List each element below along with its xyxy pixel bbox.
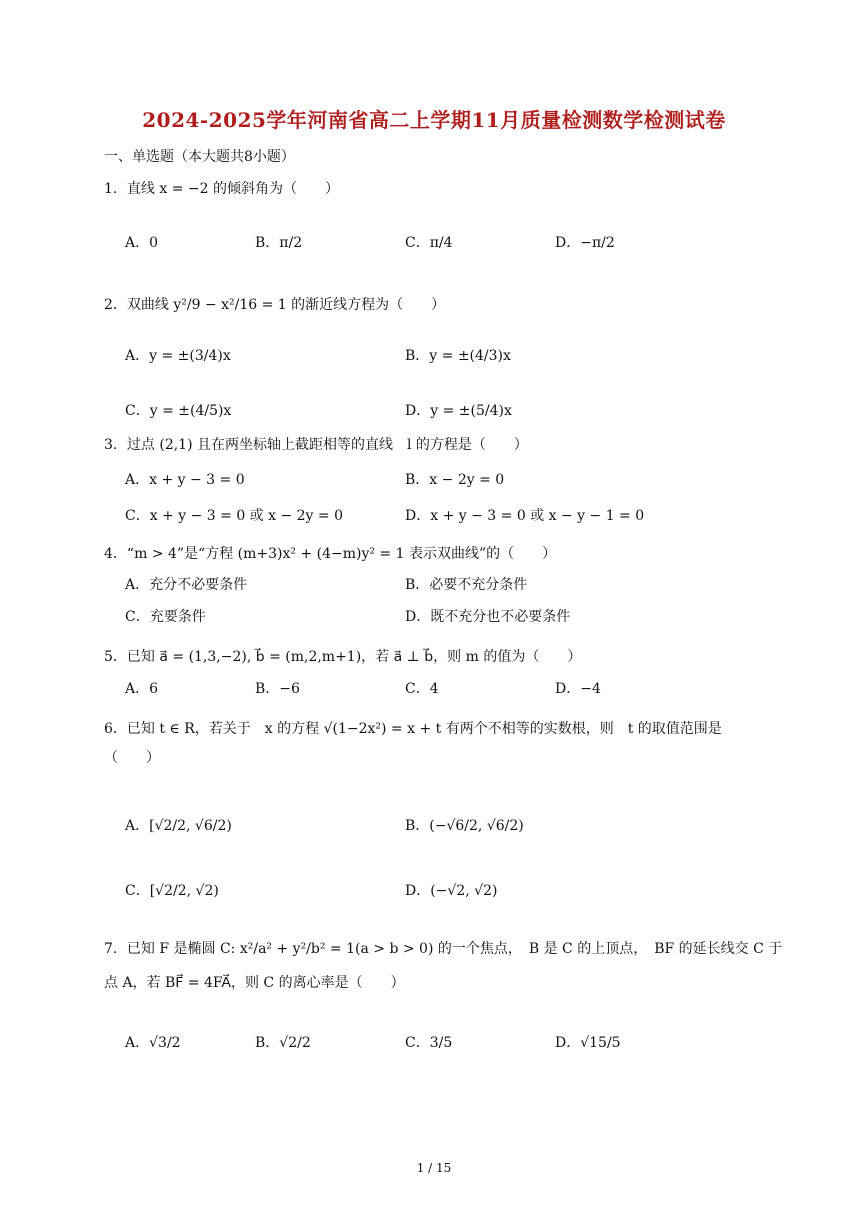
question-1-option-a: A．0 [125,235,159,251]
question-3-option-c: C．x + y − 3 = 0 或 x − 2y = 0 [125,508,344,524]
question-7-option-c: C．3/5 [405,1035,453,1051]
question-4-option-a: A．充分不必要条件 [125,577,248,593]
question-2-option-c: C．y = ±(4/5)x [125,403,232,419]
question-3-option-d: D．x + y − 3 = 0 或 x − y − 1 = 0 [405,508,645,524]
question-6-option-b: B．(−√6/2, √6/2) [405,818,524,834]
question-4-option-b: B．必要不充分条件 [405,577,528,593]
question-3-option-b: B．x − 2y = 0 [405,472,505,488]
question-5-option-d: D．−4 [555,681,601,697]
question-2-option-d: D．y = ±(5/4)x [405,403,512,419]
page-number: 1 / 15 [416,1161,452,1175]
question-6-option-d: D．(−√2, √2) [405,883,498,899]
question-5-option-b: B．−6 [255,681,300,697]
question-5-option-a: A．6 [125,681,159,697]
question-1-option-c: C．π/4 [405,235,453,251]
question-2-stem: 2．双曲线 y²/9 − x²/16 = 1 的渐近线方程为（ ） [104,297,446,313]
question-7-stem-continued: 点 A，若 BF⃗ = 4FA⃗，则 C 的离心率是（ ） [104,975,405,991]
question-5-option-c: C．4 [405,681,439,697]
question-4-option-c: C．充要条件 [125,609,206,625]
exam-title: 2024-2025学年河南省高二上学期11月质量检测数学检测试卷 [142,108,726,132]
question-4-stem: 4．“m > 4”是“方程 (m+3)x² + (4−m)y² = 1 表示双曲线”的（ ） [104,546,557,562]
question-2-option-a: A．y = ±(3/4)x [125,348,231,364]
question-6-stem-continued: （ ） [104,750,160,766]
question-1-stem: 1．直线 x = −2 的倾斜角为（ ） [104,181,339,197]
question-1-option-b: B．π/2 [255,235,303,251]
question-4-option-d: D．既不充分也不必要条件 [405,609,571,625]
question-5-stem: 5．已知 a⃗ = (1,3,−2), b⃗ = (m,2,m+1)，若 a⃗ ⊥ b⃗，则 m 的值为（ ） [104,649,582,665]
question-6-stem: 6．已知 t ∈ R，若关于 x 的方程 √(1−2x²) = x + t 有两个不相等的实数根，则 t 的取值范围是 [104,721,722,737]
question-2-option-b: B．y = ±(4/3)x [405,348,511,364]
question-7-stem: 7．已知 F 是椭圆 C: x²/a² + y²/b² = 1(a > b > 0) 的一个焦点， B 是 C 的上顶点， BF 的延长线交 C 于 [104,941,783,957]
question-6-option-a: A．[√2/2, √6/2) [125,818,232,834]
question-1-option-d: D．−π/2 [555,235,615,251]
question-3-option-a: A．x + y − 3 = 0 [125,472,245,488]
question-7-option-d: D．√15/5 [555,1035,621,1051]
section-heading: 一、单选题（本大题共8小题） [104,149,295,165]
question-3-stem: 3．过点 (2,1) 且在两坐标轴上截距相等的直线 l 的方程是（ ） [104,437,528,453]
question-6-option-c: C．[√2/2, √2) [125,883,219,899]
question-7-option-b: B．√2/2 [255,1035,311,1051]
question-7-option-a: A．√3/2 [125,1035,181,1051]
